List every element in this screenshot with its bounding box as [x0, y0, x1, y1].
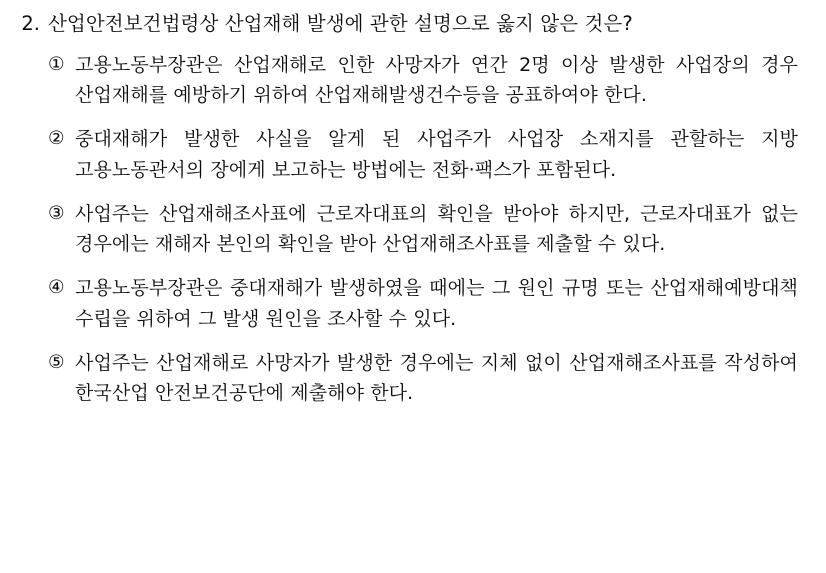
question-block	[18, 8, 798, 40]
choice-list	[18, 50, 798, 410]
choice-marker-2: ②	[48, 128, 65, 150]
question-number: 2.	[21, 12, 40, 35]
choice-text-3: 사업주는 산업재해조사표에 근로자대표의 확인을 받아야 하지만, 근로자대표가 없는 경우에는 재해자 본인의 확인을 받아 산업재해조사표를 제출할 수 있다.	[75, 202, 798, 256]
choice-marker-1: ①	[48, 53, 65, 75]
choice-option-3[interactable]	[48, 199, 798, 261]
choice-option-2[interactable]	[48, 124, 798, 186]
question-text: 산업안전보건법령상 산업재해 발생에 관한 설명으로 옳지 않은 것은?	[48, 12, 633, 35]
choice-text-4: 고용노동부장관은 중대재해가 발생하였을 때에는 그 원인 규명 또는 산업재해예방대책 수립을 위하여 그 발생 원인을 조사할 수 있다.	[75, 277, 798, 330]
choice-marker-3: ③	[48, 202, 65, 224]
choice-marker-5: ⑤	[48, 351, 65, 373]
choice-text-1: 고용노동부장관은 산업재해로 인한 사망자가 연간 2명 이상 발생한 사업장의 경우 산업재해를 예방하기 위하여 산업재해발생건수등을 공표하여야 한다.	[75, 53, 798, 107]
choice-text-2: 중대재해가 발생한 사실을 알게 된 사업주가 사업장 소재지를 관할하는 지방 고용노동관서의 장에게 보고하는 방법에는 전화·팩스가 포함된다.	[75, 128, 798, 181]
choice-text-5: 사업주는 산업재해로 사망자가 발생한 경우에는 지체 없이 산업재해조사표를 작성하여 한국산업 안전보건공단에 제출해야 한다.	[75, 351, 798, 405]
choice-option-4[interactable]	[48, 273, 798, 335]
choice-marker-4: ④	[48, 277, 65, 299]
choice-option-1[interactable]	[48, 50, 798, 112]
choice-option-5[interactable]	[48, 348, 798, 410]
